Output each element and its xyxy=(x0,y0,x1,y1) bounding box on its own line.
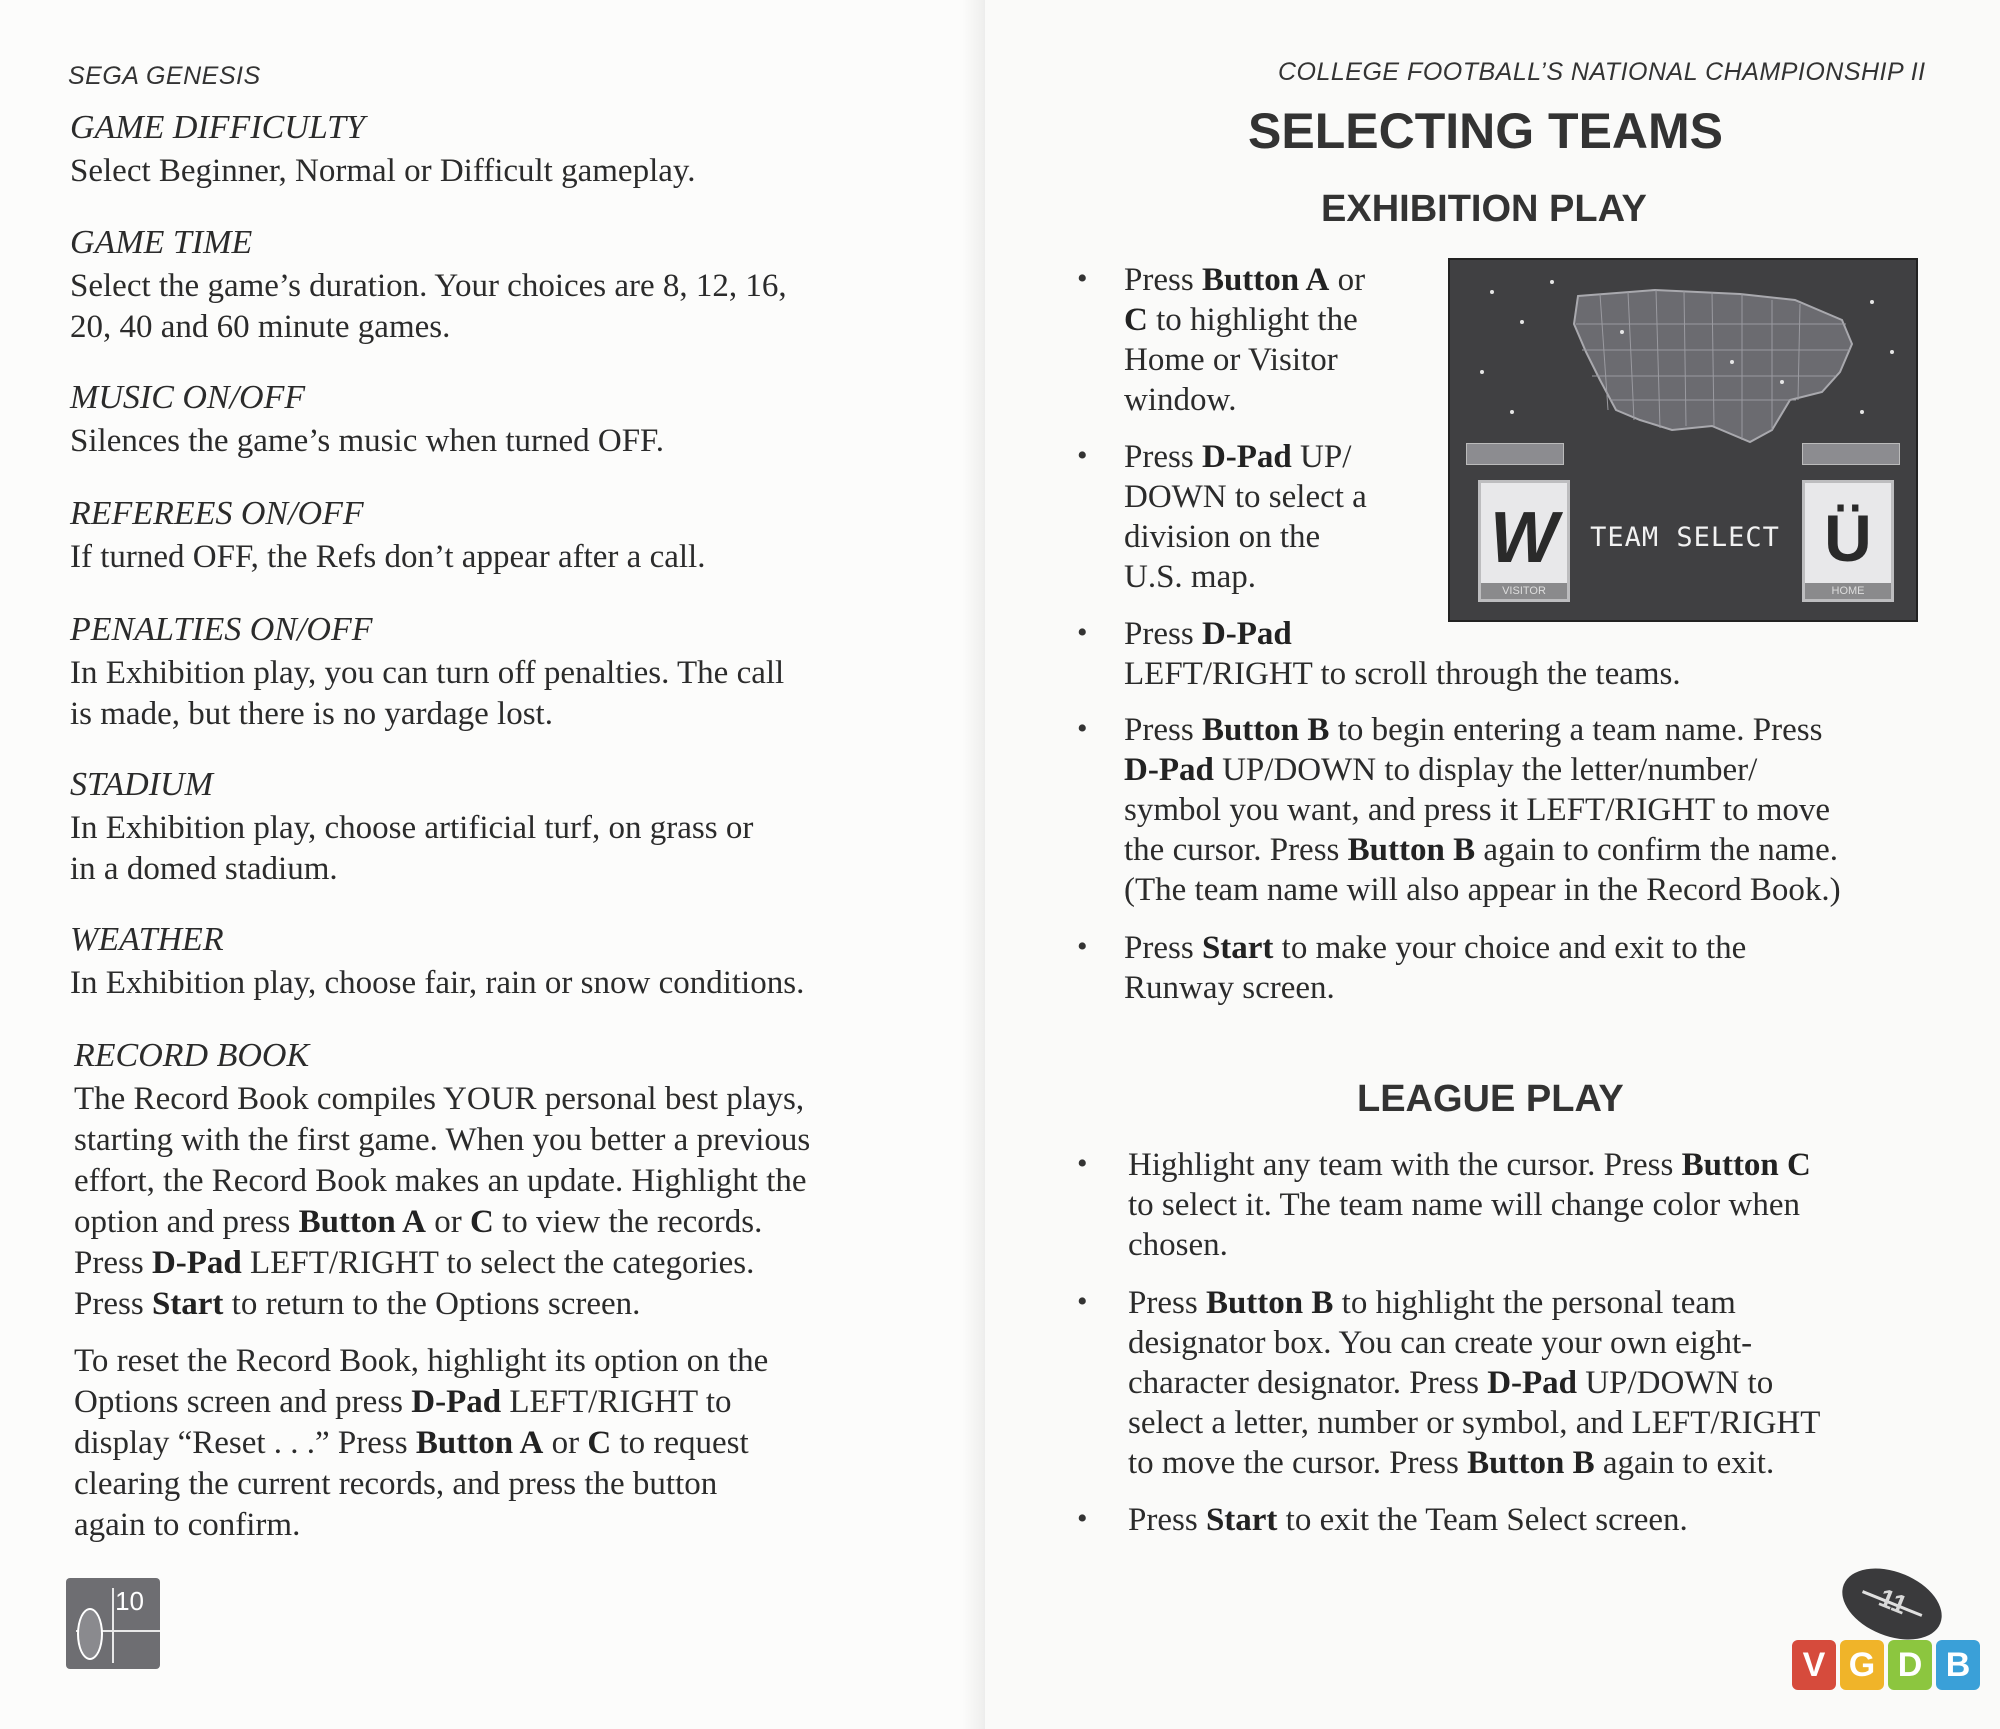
option-game-time xyxy=(70,223,920,348)
visitor-tag: VISITOR xyxy=(1481,583,1567,599)
watermark-letter: V xyxy=(1792,1640,1836,1690)
bullet-dot: • xyxy=(1077,1285,1088,1318)
watermark-letter: D xyxy=(1888,1640,1932,1690)
bullet-dot: • xyxy=(1077,262,1088,295)
option-description: In Exhibition play, you can turn off penalties. The call is made, but there is no yardage lost. xyxy=(70,655,785,732)
page-number-right: 11 xyxy=(1874,1582,1912,1621)
bullet-dot: • xyxy=(1077,1147,1088,1180)
running-head-right: COLLEGE FOOTBALL’S NATIONAL CHAMPIONSHIP II xyxy=(1278,58,1926,86)
bullet-dot: • xyxy=(1077,1502,1088,1535)
exhibition-instruction: Press D-Pad LEFT/RIGHT to scroll through the teams. xyxy=(1124,616,1681,692)
option-stadium xyxy=(70,765,920,890)
option-heading: REFEREES ON/OFF xyxy=(70,495,364,532)
vgdb-watermark xyxy=(1792,1640,1980,1690)
option-heading: STADIUM xyxy=(70,766,213,803)
league-instruction: Press Button B to highlight the personal team designator box. You can create your own eight- character designator. Press D-Pad UP/DOWN to select a letter, number or symbol, and LEFT/RIGHT to move the cursor. Press Button B again to exit. xyxy=(1128,1285,1821,1481)
option-game-difficulty xyxy=(70,108,920,192)
option-description: In Exhibition play, choose fair, rain or snow conditions. xyxy=(70,965,805,1001)
option-description: Silences the game’s music when turned OFF. xyxy=(70,423,665,459)
watermark-letter: G xyxy=(1840,1640,1884,1690)
record-book-reset-paragraph: To reset the Record Book, highlight its option on the Options screen and press D-Pad LEFT/RIGHT to display “Reset . . .” Press Button A or C to request clearing the current records, and press the button again to confirm. xyxy=(74,1343,769,1543)
bullet-dot: • xyxy=(1077,712,1088,745)
league-instruction: Highlight any team with the cursor. Press Button C to select it. The team name will change color when chosen. xyxy=(1128,1147,1811,1263)
visitor-team-box xyxy=(1478,480,1570,602)
bullet-dot: • xyxy=(1077,930,1088,963)
home-division-label xyxy=(1802,443,1900,465)
home-team-box xyxy=(1802,480,1894,602)
option-heading: GAME TIME xyxy=(70,224,253,261)
option-heading: WEATHER xyxy=(70,921,224,958)
option-referees-on-off xyxy=(70,494,920,578)
visitor-division-label xyxy=(1466,443,1564,465)
option-record-book xyxy=(74,1036,924,1325)
home-team-logo: Ü xyxy=(1824,501,1872,575)
option-heading: PENALTIES ON/OFF xyxy=(70,611,373,648)
option-music-on-off xyxy=(70,378,920,462)
league-play-heading: LEAGUE PLAY xyxy=(1357,1078,1624,1120)
page-title: SELECTING TEAMS xyxy=(1248,103,1724,159)
exhibition-instruction: Press Start to make your choice and exit to the Runway screen. xyxy=(1124,930,1747,1006)
option-heading: RECORD BOOK xyxy=(74,1037,310,1074)
team-select-label: TEAM SELECT xyxy=(1590,522,1780,553)
exhibition-play-heading: EXHIBITION PLAY xyxy=(1321,188,1647,230)
option-heading: MUSIC ON/OFF xyxy=(70,379,306,416)
page-number-tab-left xyxy=(66,1578,160,1669)
option-weather xyxy=(70,920,920,1004)
watermark-letter: B xyxy=(1936,1640,1980,1690)
team-select-screenshot xyxy=(1448,258,1918,622)
page-number-left: 10 xyxy=(115,1586,144,1616)
left-page xyxy=(0,0,985,1729)
exhibition-instruction: Press Button B to begin entering a team name. Press D-Pad UP/DOWN to display the letter/number/ symbol you want, and press it LEFT/RIGHT to move the cursor. Press Button B again to confirm the name. (The team name will also appear in the Record Book.) xyxy=(1124,712,1841,908)
running-head-left: SEGA GENESIS xyxy=(68,62,261,90)
exhibition-instruction: Press Button A or C to highlight the Home or Visitor window. xyxy=(1124,262,1366,418)
option-penalties-on-off xyxy=(70,610,920,735)
option-description: If turned OFF, the Refs don’t appear after a call. xyxy=(70,539,706,575)
exhibition-instruction: Press D-Pad UP/ DOWN to select a division on the U.S. map. xyxy=(1124,439,1367,595)
football-icon xyxy=(77,1608,103,1660)
option-description: The Record Book compiles YOUR personal best plays, starting with the first game. When you better a previous effort, the Record Book makes an update. Highlight the option and press Button A or C to view the records. Press D-Pad LEFT/RIGHT to select the categories. Press Start to return to the Options screen. xyxy=(74,1081,811,1322)
option-heading: GAME DIFFICULTY xyxy=(70,109,365,146)
bullet-dot: • xyxy=(1077,616,1088,649)
option-description: In Exhibition play, choose artificial turf, on grass or in a domed stadium. xyxy=(70,810,754,887)
option-description: Select Beginner, Normal or Difficult gameplay. xyxy=(70,153,696,189)
option-description: Select the game’s duration. Your choices are 8, 12, 16, 20, 40 and 60 minute games. xyxy=(70,268,787,345)
home-tag: HOME xyxy=(1805,583,1891,599)
bullet-dot: • xyxy=(1077,439,1088,472)
visitor-team-logo: W xyxy=(1490,498,1558,578)
league-instruction: Press Start to exit the Team Select screen. xyxy=(1128,1502,1688,1538)
